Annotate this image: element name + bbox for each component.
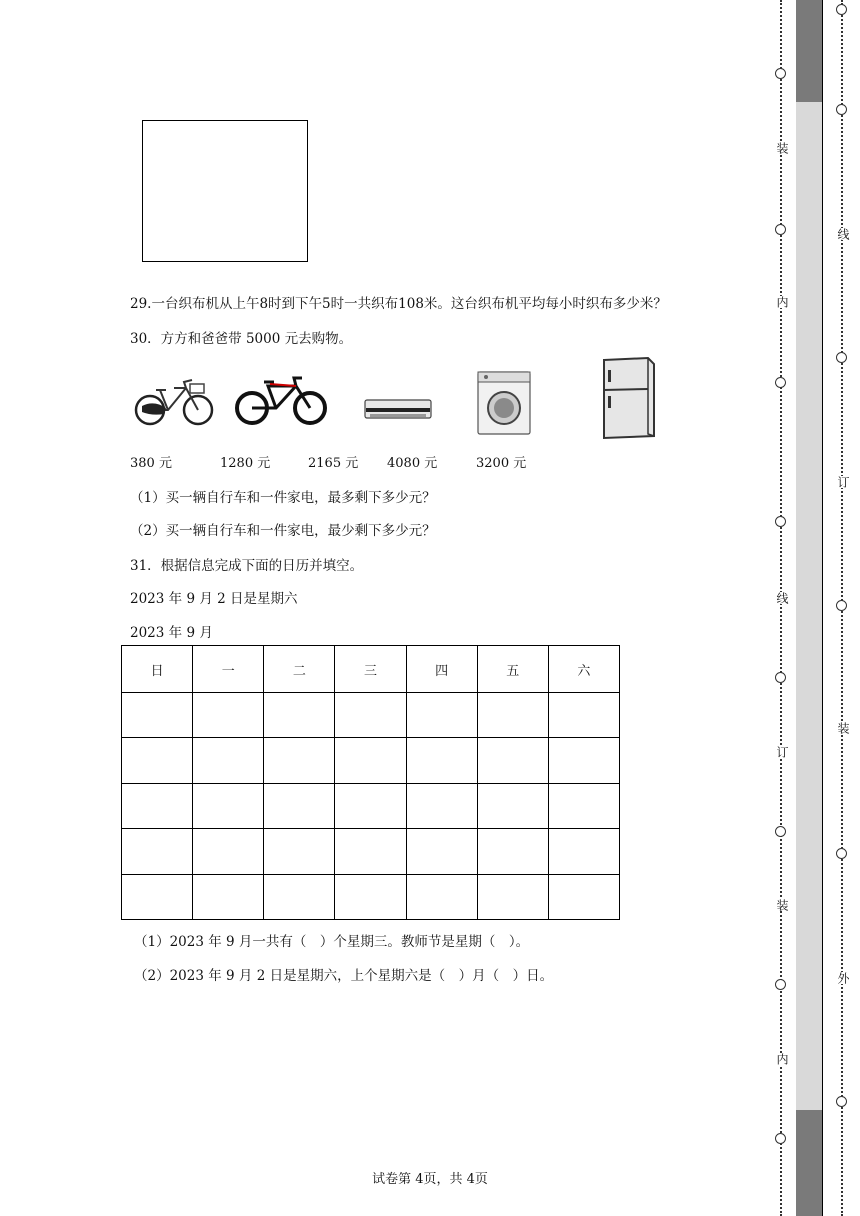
question-31-info: 2023 年 9 月 2 日是星期六: [130, 591, 298, 607]
circle-mark: [775, 1133, 786, 1144]
circle-mark: [836, 352, 847, 363]
weekday-header: 五: [477, 646, 548, 693]
calendar-month: 2023 年 9 月: [130, 625, 213, 641]
question-30-stem: 30．方方和爸爸带 5000 元去购物。: [130, 331, 353, 347]
question-31-sub1: （1）2023 年 9 月一共有（ ）个星期三。教师节是星期（ ）。: [134, 934, 530, 950]
price-air-conditioner: 2165 元: [308, 456, 359, 471]
inner-dotted-line: [780, 0, 782, 1216]
washing-machine-icon: [476, 370, 532, 436]
calendar-row: [122, 783, 620, 828]
weekday-header: 六: [548, 646, 619, 693]
question-31-stem: 31．根据信息完成下面的日历并填空。: [130, 558, 364, 574]
page-footer: 试卷第 4页，共 4页: [372, 1172, 488, 1187]
question-31-sub2: （2）2023 年 9 月 2 日是星期六，上个星期六是（ ）月（ ）日。: [134, 968, 554, 984]
circle-mark: [775, 224, 786, 235]
circle-mark: [775, 377, 786, 388]
question-29: 29.一台织布机从上午8时到下午5时一共织布108米。这台织布机平均每小时织布多少米？: [130, 296, 667, 312]
margin-label: 装: [836, 722, 850, 734]
calendar-row: [122, 874, 620, 919]
circle-mark: [836, 600, 847, 611]
margin-label: 内: [775, 1053, 789, 1065]
margin-label: 订: [775, 746, 789, 758]
product-list: [130, 350, 730, 480]
question-30-sub1: （1）买一辆自行车和一件家电，最多剩下多少元？: [130, 490, 436, 506]
question-30-sub2: （2）买一辆自行车和一件家电，最少剩下多少元？: [130, 523, 436, 539]
calendar-row: [122, 829, 620, 874]
margin-label: 内: [775, 296, 789, 308]
refrigerator-icon: [596, 356, 658, 440]
calendar-row: [122, 738, 620, 783]
price-washing-machine: 4080 元: [387, 456, 438, 471]
city-bicycle-icon: [134, 374, 214, 428]
weekday-header: 三: [335, 646, 406, 693]
price-mountain-bicycle: 1280 元: [220, 456, 271, 471]
margin-gray-block-top: [796, 0, 822, 102]
circle-mark: [775, 672, 786, 683]
circle-mark: [775, 516, 786, 527]
margin-label: 外: [836, 972, 850, 984]
circle-mark: [775, 68, 786, 79]
price-city-bicycle: 380 元: [130, 456, 172, 471]
weekday-header: 二: [264, 646, 335, 693]
calendar-table: [121, 645, 620, 920]
margin-label: 装: [775, 142, 789, 154]
weekday-header: 四: [406, 646, 477, 693]
circle-mark: [836, 848, 847, 859]
mountain-bicycle-icon: [234, 374, 328, 428]
answer-drawing-box: [142, 120, 308, 262]
margin-label: 装: [775, 899, 789, 911]
margin-gray-block-bottom: [796, 1110, 822, 1216]
circle-mark: [775, 826, 786, 837]
margin-label: 线: [775, 592, 789, 604]
weekday-header: 日: [122, 646, 193, 693]
binding-margin: [760, 0, 860, 1216]
margin-label: 线: [836, 228, 850, 240]
calendar-row: [122, 693, 620, 738]
circle-mark: [836, 1096, 847, 1107]
circle-mark: [775, 979, 786, 990]
circle-mark: [836, 4, 847, 15]
price-refrigerator: 3200 元: [476, 456, 527, 471]
margin-label: 订: [836, 476, 850, 488]
circle-mark: [836, 104, 847, 115]
air-conditioner-icon: [364, 398, 432, 422]
weekday-header: 一: [193, 646, 264, 693]
margin-light-strip: [796, 102, 822, 1110]
